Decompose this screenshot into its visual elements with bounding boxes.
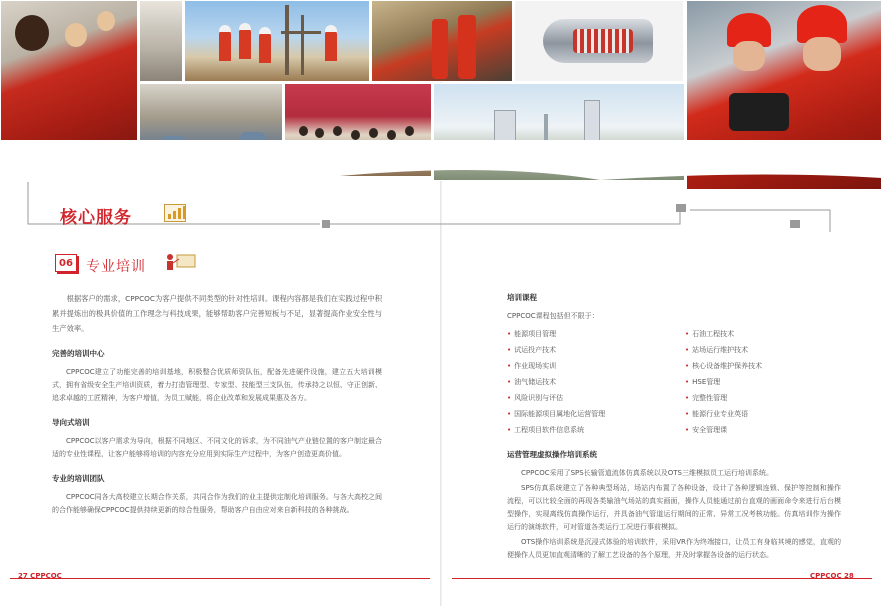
footer-rule-right [452, 578, 872, 579]
photo-field-workers [184, 0, 370, 82]
course-item: • 能源项目管理 [507, 327, 685, 341]
simulation-paragraph: SPS仿真系统建立了各种典型场站，场站内布置了各种设备，设计了各种逻辑连锁、保护等控制和操作流程，可以比较全面的再现各类输油气场站的真实画面，操作人员能通过前台直观的画面命令来进行后台模型操作，实现离线仿真操作运行，并具备油气管道运行期间的正常、异常工况考核功能。仿真培训作为操作运行的演练软件，可对管道各类运行工况进行事前模拟。 [507, 484, 841, 531]
course-item: • 油气储运技术 [507, 375, 685, 389]
trainer-presentation-icon [165, 253, 197, 273]
left-column [52, 291, 382, 519]
photo-valve-workers [371, 0, 513, 82]
photo-trainees-at-desks [0, 0, 138, 160]
courses-lead: CPPCOC课程包括但不限于： [507, 312, 599, 320]
block-heading: 导向式培训 [52, 418, 90, 427]
course-item: • 完整性管理 [685, 391, 835, 405]
block-text: CPPCOC以客户需求为导向，根据不同地区、不同文化的诉求，为不同油气产业链位置的客户制定最合适的专业性课程，让客户能够将培训的内容充分应用到实际生产过程中，为客户创造更高价值。 [52, 437, 382, 458]
intro-paragraph: 根据客户的需求，CPPCOC为客户提供不同类型的针对性培训。课程内容都是我们在实践过程中积累并提炼出的极具价值的工作理念与科技成果，能够帮助客户完善短板与不足，显著提高作业安全性与生产效率。 [52, 294, 382, 333]
course-item: • 核心设备维护保养技术 [685, 359, 835, 373]
courses-heading: 培训课程 [507, 293, 537, 302]
block-text: CPPCOC同各大高校建立长期合作关系，共同合作为我们的业主提供定制化培训服务。与各大高校之间的合作能够确保CPPCOC提供持续更新的综合性服务，帮助客户自由应对来自新科技的各种挑战。 [52, 493, 382, 514]
block-heading: 完善的培训中心 [52, 349, 105, 358]
simulation-paragraph: OTS操作培训系统是沉浸式体验的培训软件，采用VR作为终端接口，让员工有身临其境的感觉，直观的便操作人员更加直观清晰的了解工艺设备的各个原理，并及时掌握各设备的运行状态。 [507, 538, 841, 559]
course-list [507, 327, 841, 437]
decorative-curve [0, 140, 882, 250]
footer-page-left: 27 CPPCOC [18, 572, 62, 580]
course-item: • 风险识别与评估 [507, 391, 685, 405]
photo-turbine-cutaway [514, 0, 684, 82]
course-item: • 试运投产技术 [507, 343, 685, 357]
footer-rule-left [10, 578, 430, 579]
photo-classroom-top [139, 0, 183, 82]
block-heading: 专业的培训团队 [52, 474, 105, 483]
simulation-heading: 运营管理虚拟操作培训系统 [507, 450, 597, 459]
course-item: • 站场运行维护技术 [685, 343, 835, 357]
course-item: • 能源行业专业英语 [685, 407, 835, 421]
right-column [507, 291, 841, 564]
subsection-number: 06 [55, 254, 77, 272]
course-item: • 安全管理课 [685, 423, 835, 437]
bar-chart-icon [164, 204, 186, 222]
course-item: • 石油工程技术 [685, 327, 835, 341]
section-title: 核心服务 [60, 208, 132, 228]
footer-page-right: CPPCOC 28 [810, 572, 854, 580]
course-item: • 工程项目软件信息系统 [507, 423, 685, 437]
course-item: • 作业现场实训 [507, 359, 685, 373]
course-item: • HSE管理 [685, 375, 835, 389]
simulation-paragraph: CPPCOC采用了SPS长输管道流体仿真系统以及OTS三维模拟员工运行培训系统。 [521, 469, 773, 477]
block-text: CPPCOC建立了功能完善的培训基地，积极整合优质师资队伍，配备先进硬件设施，建立五大培训模式，拥有省级安全生产培训资质，着力打造管理型、专家型、技能型三支队伍，传承持之以恒、守正创新、追求卓越的工匠精神，为客户增值，为员工赋能，将企业改革和发展成果惠及各方。 [52, 368, 382, 402]
subsection-title: 专业培训 [86, 259, 146, 275]
course-item: • 国际能源项目属地化运营管理 [507, 407, 685, 421]
